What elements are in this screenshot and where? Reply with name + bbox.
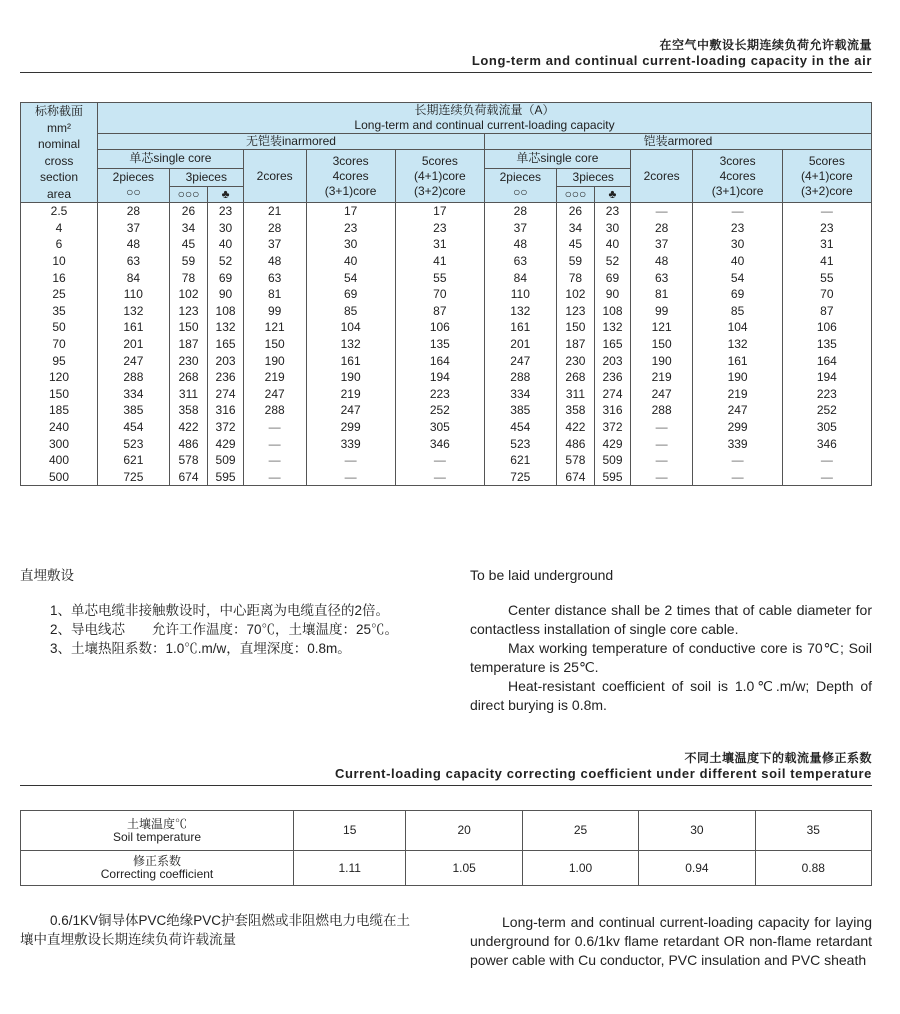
capacity-cell: 509 <box>595 452 631 469</box>
capacity-cell: 17 <box>306 203 395 220</box>
table-row <box>21 269 872 286</box>
table-row <box>21 452 872 469</box>
capacity-cell: 346 <box>782 435 871 452</box>
capacity-cell: 54 <box>306 269 395 286</box>
capacity-cell: 48 <box>484 236 556 253</box>
capacity-cell: 28 <box>98 203 170 220</box>
capacity-cell: 85 <box>693 303 782 320</box>
capacity-cell: 34 <box>556 220 595 237</box>
capacity-cell: 223 <box>782 386 871 403</box>
capacity-cell: 123 <box>556 303 595 320</box>
capacity-cell: 23 <box>782 220 871 237</box>
capacity-cell: — <box>630 419 693 436</box>
capacity-cell: 23 <box>208 203 244 220</box>
capacity-cell: 40 <box>595 236 631 253</box>
capacity-cell: 621 <box>98 452 170 469</box>
capacity-cell: — <box>630 452 693 469</box>
capacity-cell: 274 <box>595 386 631 403</box>
coef-cell: 1.00 <box>522 851 638 886</box>
capacity-cell: 725 <box>98 469 170 486</box>
capacity-cell: 346 <box>395 435 484 452</box>
soil-temperature-row <box>21 811 872 851</box>
capacity-cell: 69 <box>693 286 782 303</box>
capacity-cell: — <box>782 469 871 486</box>
two-cores-header-unarmored: 2cores <box>243 150 306 203</box>
capacity-cell: — <box>306 452 395 469</box>
three-cores-header-armored: 3cores 4cores (3+1)core <box>693 150 782 203</box>
capacity-cell: 247 <box>693 402 782 419</box>
underground-cn-section <box>20 566 422 658</box>
capacity-cell: 236 <box>595 369 631 386</box>
trefoil-icon: ♣ <box>208 187 244 203</box>
capacity-cell: 70 <box>395 286 484 303</box>
capacity-cell: 132 <box>595 319 631 336</box>
unarmored-header: 无铠装inarmored <box>98 134 485 150</box>
capacity-cell: 104 <box>693 319 782 336</box>
area-cell: 185 <box>21 402 98 419</box>
capacity-cell: 78 <box>169 269 208 286</box>
capacity-cell: 429 <box>208 435 244 452</box>
capacity-cell: 23 <box>595 203 631 220</box>
table-row <box>21 419 872 436</box>
capacity-cell: 121 <box>243 319 306 336</box>
table-row <box>21 203 872 220</box>
capacity-cell: 132 <box>98 303 170 320</box>
capacity-cell: 69 <box>306 286 395 303</box>
footer-cn: 0.6/1KV铜导体PVC绝缘PVC护套阻燃或非阻燃电力电缆在土壤中直埋敷设长期连续负荷许载流量 <box>20 913 411 947</box>
capacity-cell: 674 <box>556 469 595 486</box>
capacity-cell: 190 <box>693 369 782 386</box>
capacity-cell: 385 <box>98 402 170 419</box>
capacity-cell: 385 <box>484 402 556 419</box>
area-cell: 10 <box>21 253 98 270</box>
capacity-cell: 252 <box>395 402 484 419</box>
capacity-cell: 81 <box>243 286 306 303</box>
temp-cell: 25 <box>522 811 638 851</box>
two-pieces-header-unarmored: 2pieces ○○ <box>98 168 170 203</box>
capacity-cell: 99 <box>243 303 306 320</box>
table-row <box>21 386 872 403</box>
capacity-cell: 190 <box>306 369 395 386</box>
capacity-cell: 247 <box>98 352 170 369</box>
single-core-header-armored: 单芯single core <box>484 150 630 169</box>
capacity-cell: 165 <box>595 336 631 353</box>
capacity-cell: 40 <box>208 236 244 253</box>
area-cell: 240 <box>21 419 98 436</box>
capacity-cell: 106 <box>782 319 871 336</box>
capacity-cell: 37 <box>630 236 693 253</box>
area-cell: 150 <box>21 386 98 403</box>
capacity-cell: 288 <box>98 369 170 386</box>
capacity-cell: — <box>630 469 693 486</box>
three-flat-symbol: ○○○ <box>169 187 208 203</box>
area-cell: 70 <box>21 336 98 353</box>
capacity-cell: 219 <box>693 386 782 403</box>
capacity-cell: 429 <box>595 435 631 452</box>
capacity-cell: 201 <box>484 336 556 353</box>
capacity-cell: 40 <box>693 253 782 270</box>
capacity-cell: — <box>630 203 693 220</box>
capacity-cell: 150 <box>630 336 693 353</box>
capacity-cell: 486 <box>556 435 595 452</box>
three-flat-symbol: ○○○ <box>556 187 595 203</box>
underground-cn-item-3: 3、土壤热阻系数：1.0℃.m/w，直埋深度：0.8m。 <box>50 641 351 656</box>
capacity-cell: 59 <box>556 253 595 270</box>
table-row <box>21 253 872 270</box>
capacity-cell: — <box>395 452 484 469</box>
capacity-cell: 85 <box>306 303 395 320</box>
table-row <box>21 236 872 253</box>
capacity-cell: 37 <box>98 220 170 237</box>
capacity-cell: 164 <box>395 352 484 369</box>
air-capacity-table-body <box>21 203 872 486</box>
capacity-cell: 201 <box>98 336 170 353</box>
capacity-cell: 187 <box>169 336 208 353</box>
capacity-cell: 230 <box>169 352 208 369</box>
capacity-cell: 31 <box>395 236 484 253</box>
capacity-group-header-cn: 长期连续负荷载流量（A） <box>98 103 872 119</box>
table-row <box>21 319 872 336</box>
capacity-cell: 99 <box>630 303 693 320</box>
capacity-cell: 135 <box>782 336 871 353</box>
capacity-cell: 334 <box>98 386 170 403</box>
capacity-cell: 28 <box>630 220 693 237</box>
capacity-cell: 252 <box>782 402 871 419</box>
coef-cell: 0.88 <box>755 851 871 886</box>
capacity-cell: 486 <box>169 435 208 452</box>
three-pieces-header-armored: 3pieces <box>556 168 630 187</box>
capacity-cell: — <box>243 469 306 486</box>
capacity-cell: 108 <box>208 303 244 320</box>
capacity-cell: 316 <box>595 402 631 419</box>
table-row <box>21 469 872 486</box>
capacity-cell: 509 <box>208 452 244 469</box>
capacity-cell: 358 <box>556 402 595 419</box>
capacity-cell: 84 <box>98 269 170 286</box>
capacity-cell: 165 <box>208 336 244 353</box>
area-header: 标称截面 mm² nominal cross section area <box>21 103 98 203</box>
capacity-cell: 30 <box>693 236 782 253</box>
capacity-cell: 595 <box>208 469 244 486</box>
table-row <box>21 402 872 419</box>
capacity-cell: — <box>306 469 395 486</box>
capacity-cell: — <box>630 435 693 452</box>
capacity-cell: 578 <box>169 452 208 469</box>
capacity-cell: 17 <box>395 203 484 220</box>
capacity-cell: 219 <box>306 386 395 403</box>
capacity-cell: 37 <box>243 236 306 253</box>
capacity-cell: 26 <box>169 203 208 220</box>
capacity-cell: 288 <box>630 402 693 419</box>
armored-header: 铠装armored <box>484 134 871 150</box>
capacity-cell: 288 <box>484 369 556 386</box>
capacity-cell: 28 <box>484 203 556 220</box>
temp-cell: 35 <box>755 811 871 851</box>
capacity-cell: 305 <box>395 419 484 436</box>
capacity-cell: 41 <box>782 253 871 270</box>
capacity-cell: 59 <box>169 253 208 270</box>
capacity-cell: 41 <box>395 253 484 270</box>
capacity-cell: 230 <box>556 352 595 369</box>
capacity-cell: — <box>693 452 782 469</box>
table-row <box>21 303 872 320</box>
air-title-en: Long-term and continual current-loading capacity in the air <box>471 53 872 68</box>
area-cell: 25 <box>21 286 98 303</box>
capacity-cell: 305 <box>782 419 871 436</box>
capacity-cell: 48 <box>243 253 306 270</box>
capacity-cell: 578 <box>556 452 595 469</box>
capacity-cell: 268 <box>556 369 595 386</box>
capacity-cell: 63 <box>98 253 170 270</box>
underground-cn-title: 直埋敷设 <box>20 568 74 583</box>
capacity-cell: 69 <box>595 269 631 286</box>
soil-title-cn: 不同土壤温度下的载流量修正系数 <box>684 751 872 765</box>
capacity-cell: 161 <box>484 319 556 336</box>
capacity-cell: 63 <box>243 269 306 286</box>
five-cores-header-unarmored: 5cores (4+1)core (3+2)core <box>395 150 484 203</box>
capacity-cell: 102 <box>556 286 595 303</box>
capacity-cell: 121 <box>630 319 693 336</box>
capacity-cell: 54 <box>693 269 782 286</box>
table-row <box>21 435 872 452</box>
capacity-cell: 70 <box>782 286 871 303</box>
capacity-cell: 299 <box>693 419 782 436</box>
underground-cn-item-1: 1、单芯电缆非接触敷设时，中心距离为电缆直径的2倍。 <box>50 603 390 618</box>
capacity-cell: 30 <box>595 220 631 237</box>
table-row <box>21 286 872 303</box>
capacity-cell: 110 <box>98 286 170 303</box>
capacity-cell: 84 <box>484 269 556 286</box>
capacity-cell: 48 <box>630 253 693 270</box>
air-title-block <box>472 36 872 68</box>
capacity-cell: 150 <box>243 336 306 353</box>
capacity-cell: 132 <box>306 336 395 353</box>
capacity-cell: 247 <box>484 352 556 369</box>
capacity-cell: 621 <box>484 452 556 469</box>
capacity-cell: 595 <box>595 469 631 486</box>
temp-cell: 20 <box>406 811 522 851</box>
capacity-cell: — <box>243 419 306 436</box>
capacity-cell: 247 <box>630 386 693 403</box>
capacity-cell: 40 <box>306 253 395 270</box>
capacity-cell: 23 <box>693 220 782 237</box>
capacity-cell: 52 <box>208 253 244 270</box>
area-cell: 95 <box>21 352 98 369</box>
table-row <box>21 369 872 386</box>
coef-cell: 1.05 <box>406 851 522 886</box>
underground-en-title: To be laid underground <box>470 567 614 583</box>
capacity-cell: 725 <box>484 469 556 486</box>
area-cell: 16 <box>21 269 98 286</box>
capacity-cell: 87 <box>395 303 484 320</box>
three-cores-header-unarmored: 3cores 4cores (3+1)core <box>306 150 395 203</box>
area-cell: 500 <box>21 469 98 486</box>
capacity-cell: 150 <box>169 319 208 336</box>
capacity-cell: 34 <box>169 220 208 237</box>
capacity-cell: 523 <box>484 435 556 452</box>
area-cell: 35 <box>21 303 98 320</box>
capacity-cell: 674 <box>169 469 208 486</box>
capacity-cell: 219 <box>630 369 693 386</box>
capacity-cell: 339 <box>693 435 782 452</box>
capacity-cell: — <box>693 203 782 220</box>
capacity-group-header-en: Long-term and continual current-loading capacity <box>98 118 872 134</box>
capacity-cell: 132 <box>208 319 244 336</box>
capacity-cell: 63 <box>630 269 693 286</box>
capacity-cell: 454 <box>484 419 556 436</box>
capacity-cell: 247 <box>243 386 306 403</box>
coef-cell: 0.94 <box>639 851 755 886</box>
capacity-cell: 37 <box>484 220 556 237</box>
capacity-cell: 135 <box>395 336 484 353</box>
coef-cell: 1.11 <box>294 851 406 886</box>
footer-en: Long-term and continual current-loading capacity for laying underground for 0.6/1kv flame retardant OR non-flame retardant power cable with Cu conductor, PVC insulation and PVC sheath <box>470 914 872 968</box>
capacity-cell: 274 <box>208 386 244 403</box>
capacity-cell: 194 <box>782 369 871 386</box>
capacity-cell: 104 <box>306 319 395 336</box>
capacity-cell: 190 <box>243 352 306 369</box>
temp-cell: 15 <box>294 811 406 851</box>
capacity-cell: 316 <box>208 402 244 419</box>
trefoil-icon: ♣ <box>595 187 631 203</box>
area-cell: 120 <box>21 369 98 386</box>
capacity-cell: 102 <box>169 286 208 303</box>
capacity-cell: 334 <box>484 386 556 403</box>
capacity-cell: 26 <box>556 203 595 220</box>
soil-title-block <box>335 749 872 781</box>
underground-en-section <box>470 566 872 715</box>
capacity-cell: 203 <box>595 352 631 369</box>
capacity-cell: 194 <box>395 369 484 386</box>
capacity-cell: 110 <box>484 286 556 303</box>
temp-cell: 30 <box>639 811 755 851</box>
capacity-cell: 63 <box>484 253 556 270</box>
capacity-cell: 161 <box>98 319 170 336</box>
capacity-cell: — <box>243 435 306 452</box>
capacity-cell: 219 <box>243 369 306 386</box>
table-row <box>21 220 872 237</box>
capacity-cell: 90 <box>595 286 631 303</box>
capacity-cell: 372 <box>208 419 244 436</box>
underground-cn-item-2: 2、导电线芯 允许工作温度：70℃，土壤温度：25℃。 <box>50 622 399 637</box>
capacity-cell: 81 <box>630 286 693 303</box>
capacity-cell: 422 <box>169 419 208 436</box>
capacity-cell: 187 <box>556 336 595 353</box>
capacity-cell: 52 <box>595 253 631 270</box>
capacity-cell: — <box>693 469 782 486</box>
capacity-cell: 190 <box>630 352 693 369</box>
capacity-cell: 69 <box>208 269 244 286</box>
correction-table <box>20 810 872 886</box>
capacity-cell: 236 <box>208 369 244 386</box>
capacity-cell: 123 <box>169 303 208 320</box>
underground-en-item-2: Max working temperature of conductive core is 70℃; Soil temperature is 25℃. <box>470 640 872 675</box>
capacity-cell: 23 <box>306 220 395 237</box>
capacity-cell: 108 <box>595 303 631 320</box>
area-cell: 6 <box>21 236 98 253</box>
capacity-cell: — <box>243 452 306 469</box>
correcting-coefficient-row <box>21 851 872 886</box>
capacity-cell: 78 <box>556 269 595 286</box>
capacity-cell: 132 <box>484 303 556 320</box>
capacity-cell: 150 <box>556 319 595 336</box>
capacity-cell: — <box>782 203 871 220</box>
area-cell: 2.5 <box>21 203 98 220</box>
capacity-cell: 55 <box>395 269 484 286</box>
capacity-cell: — <box>395 469 484 486</box>
soil-title-divider <box>20 785 872 786</box>
capacity-cell: 21 <box>243 203 306 220</box>
capacity-cell: 164 <box>782 352 871 369</box>
capacity-cell: 161 <box>693 352 782 369</box>
capacity-cell: 45 <box>169 236 208 253</box>
capacity-cell: 23 <box>395 220 484 237</box>
five-cores-header-armored: 5cores (4+1)core (3+2)core <box>782 150 871 203</box>
capacity-cell: 87 <box>782 303 871 320</box>
two-pieces-header-armored: 2pieces ○○ <box>484 168 556 203</box>
capacity-cell: 31 <box>782 236 871 253</box>
capacity-cell: 268 <box>169 369 208 386</box>
capacity-cell: 247 <box>306 402 395 419</box>
air-capacity-table <box>20 102 872 486</box>
air-title-cn: 在空气中敷设长期连续负荷允许载流量 <box>659 38 872 52</box>
capacity-cell: 28 <box>243 220 306 237</box>
correcting-coefficient-label: 修正系数 Correcting coefficient <box>21 851 294 886</box>
capacity-cell: 288 <box>243 402 306 419</box>
capacity-cell: 161 <box>306 352 395 369</box>
capacity-cell: 358 <box>169 402 208 419</box>
three-pieces-header-unarmored: 3pieces <box>169 168 243 187</box>
single-core-header-unarmored: 单芯single core <box>98 150 244 169</box>
capacity-cell: 311 <box>169 386 208 403</box>
underground-en-item-3: Heat-resistant coefficient of soil is 1.0℃.m/w; Depth of direct burying is 0.8m. <box>470 678 872 713</box>
capacity-cell: 203 <box>208 352 244 369</box>
soil-temperature-label: 土壤温度℃ Soil temperature <box>21 811 294 851</box>
capacity-cell: 30 <box>306 236 395 253</box>
capacity-cell: 48 <box>98 236 170 253</box>
area-cell: 50 <box>21 319 98 336</box>
capacity-cell: 106 <box>395 319 484 336</box>
title-divider <box>20 72 872 73</box>
capacity-cell: 311 <box>556 386 595 403</box>
capacity-cell: 372 <box>595 419 631 436</box>
capacity-cell: 339 <box>306 435 395 452</box>
capacity-cell: 45 <box>556 236 595 253</box>
table-row <box>21 336 872 353</box>
underground-en-item-1: Center distance shall be 2 times that of cable diameter for contactless installation of single core cable. <box>470 602 872 637</box>
capacity-cell: — <box>782 452 871 469</box>
table-row <box>21 352 872 369</box>
capacity-cell: 132 <box>693 336 782 353</box>
soil-title-en: Current-loading capacity correcting coefficient under different soil temperature <box>334 766 872 781</box>
capacity-cell: 55 <box>782 269 871 286</box>
capacity-cell: 422 <box>556 419 595 436</box>
capacity-cell: 523 <box>98 435 170 452</box>
capacity-cell: 90 <box>208 286 244 303</box>
capacity-cell: 30 <box>208 220 244 237</box>
area-cell: 400 <box>21 452 98 469</box>
capacity-cell: 223 <box>395 386 484 403</box>
area-cell: 4 <box>21 220 98 237</box>
area-cell: 300 <box>21 435 98 452</box>
capacity-cell: 299 <box>306 419 395 436</box>
capacity-cell: 454 <box>98 419 170 436</box>
two-cores-header-armored: 2cores <box>630 150 693 203</box>
